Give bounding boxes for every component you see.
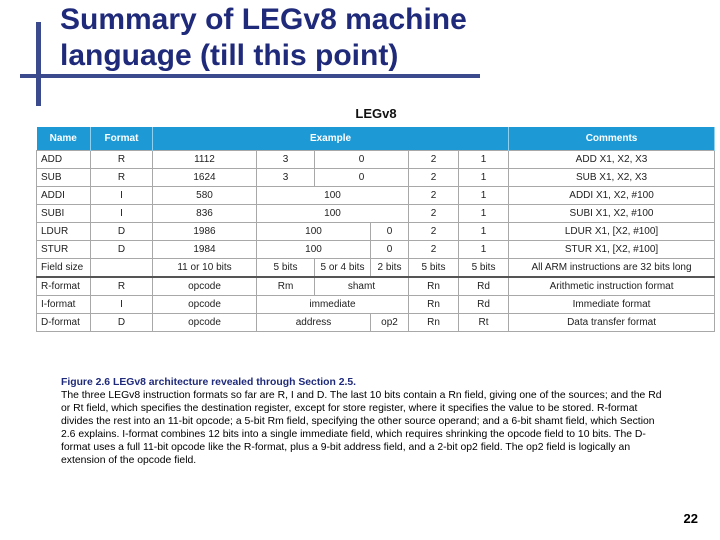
table-row xyxy=(37,296,715,314)
row-field-cell: 836 xyxy=(153,205,257,223)
row-field-cell: Rt xyxy=(459,314,509,332)
row-comment-cell: STUR X1, [X2, #100] xyxy=(509,241,715,259)
row-field-cell: 1 xyxy=(459,241,509,259)
row-name-cell: ADD xyxy=(37,151,91,169)
table-row xyxy=(37,187,715,205)
row-format-cell: D xyxy=(91,223,153,241)
row-comment-cell: ADDI X1, X2, #100 xyxy=(509,187,715,205)
title-accent-vertical-bar xyxy=(36,22,41,106)
row-field-cell: 100 xyxy=(257,205,409,223)
table-row xyxy=(37,277,715,296)
row-field-cell: opcode xyxy=(153,314,257,332)
row-field-cell: 1 xyxy=(459,223,509,241)
legv8-table xyxy=(36,127,715,332)
row-comment-cell: Data transfer format xyxy=(509,314,715,332)
row-field-cell: immediate xyxy=(257,296,409,314)
table-row xyxy=(37,151,715,169)
slide-title-line-2: language (till this point) xyxy=(60,39,399,72)
table-row xyxy=(37,223,715,241)
row-field-cell: opcode xyxy=(153,296,257,314)
row-field-cell: 0 xyxy=(315,169,409,187)
row-name-cell: R-format xyxy=(37,277,91,296)
row-field-cell: 0 xyxy=(315,151,409,169)
row-field-cell: 2 xyxy=(409,205,459,223)
row-field-cell: 5 bits xyxy=(257,259,315,278)
row-comment-cell: Arithmetic instruction format xyxy=(509,277,715,296)
row-field-cell: 580 xyxy=(153,187,257,205)
table-row xyxy=(37,314,715,332)
table-row xyxy=(37,169,715,187)
row-field-cell: op2 xyxy=(371,314,409,332)
row-comment-cell: SUBI X1, X2, #100 xyxy=(509,205,715,223)
row-field-cell: 11 or 10 bits xyxy=(153,259,257,278)
row-field-cell: 1 xyxy=(459,187,509,205)
header-name: Name xyxy=(37,127,91,151)
table-row xyxy=(37,205,715,223)
row-field-cell: shamt xyxy=(315,277,409,296)
table-row xyxy=(37,259,715,278)
slide-title-line-1: Summary of LEGv8 machine xyxy=(60,3,467,36)
table-body xyxy=(37,151,715,332)
row-format-cell: R xyxy=(91,277,153,296)
row-field-cell: 1986 xyxy=(153,223,257,241)
row-field-cell: Rn xyxy=(409,314,459,332)
row-format-cell xyxy=(91,259,153,278)
table-heading: LEGv8 xyxy=(355,106,397,121)
row-field-cell: Rm xyxy=(257,277,315,296)
row-field-cell: 5 bits xyxy=(459,259,509,278)
row-field-cell: 1 xyxy=(459,169,509,187)
row-field-cell: 2 xyxy=(409,223,459,241)
row-field-cell: Rd xyxy=(459,277,509,296)
row-comment-cell: SUB X1, X2, X3 xyxy=(509,169,715,187)
row-field-cell: 3 xyxy=(257,169,315,187)
figure-caption xyxy=(61,376,671,467)
row-field-cell: 1 xyxy=(459,205,509,223)
row-name-cell: ADDI xyxy=(37,187,91,205)
slide-title xyxy=(60,2,467,74)
row-field-cell: Rn xyxy=(409,277,459,296)
row-field-cell: 3 xyxy=(257,151,315,169)
row-field-cell: Rn xyxy=(409,296,459,314)
row-comment-cell: LDUR X1, [X2, #100] xyxy=(509,223,715,241)
row-format-cell: R xyxy=(91,151,153,169)
caption-figure-label: Figure 2.6 LEGv8 architecture revealed through Section 2.5. xyxy=(61,377,357,388)
row-name-cell: SUB xyxy=(37,169,91,187)
row-name-cell: SUBI xyxy=(37,205,91,223)
row-name-cell: D-format xyxy=(37,314,91,332)
table-row xyxy=(37,241,715,259)
header-example: Example xyxy=(153,127,509,151)
row-field-cell: 100 xyxy=(257,223,371,241)
row-comment-cell: Immediate format xyxy=(509,296,715,314)
table-header-row xyxy=(37,127,715,151)
row-field-cell: 2 bits xyxy=(371,259,409,278)
row-format-cell: I xyxy=(91,296,153,314)
row-name-cell: LDUR xyxy=(37,223,91,241)
row-field-cell: 1 xyxy=(459,151,509,169)
caption-text: The three LEGv8 instruction formats so far are R, I and D. The last 10 bits contain a Rn field, giving one of the sources; and the Rd or Rt field, which specifies the destination register, except for store register, where it specifies the value to be stored. R-format divides the rest into an 11-bit opcode; a 5-bit Rm field, specifying the other source operand; and a 6-bit shamt field, which Section 2.6 explains. I-format combines 12 bits into a single immediate field, which requires shrinking the opcode field to 10 bits. The D-format uses a full 11-bit opcode like the R-format, plus a 9-bit address field, and a 2-bit op2 field. The op2 field is logically an extension of the opcode field. xyxy=(61,390,662,466)
row-field-cell: address xyxy=(257,314,371,332)
row-field-cell: 0 xyxy=(371,223,409,241)
row-field-cell: 2 xyxy=(409,187,459,205)
row-field-cell: 2 xyxy=(409,151,459,169)
header-comments: Comments xyxy=(509,127,715,151)
page-number: 22 xyxy=(683,511,698,526)
row-field-cell: 1112 xyxy=(153,151,257,169)
row-format-cell: R xyxy=(91,169,153,187)
row-format-cell: I xyxy=(91,205,153,223)
row-comment-cell: All ARM instructions are 32 bits long xyxy=(509,259,715,278)
row-field-cell: 5 bits xyxy=(409,259,459,278)
row-field-cell: 0 xyxy=(371,241,409,259)
row-comment-cell: ADD X1, X2, X3 xyxy=(509,151,715,169)
row-name-cell: I-format xyxy=(37,296,91,314)
legv8-figure xyxy=(36,103,716,339)
row-name-cell: STUR xyxy=(37,241,91,259)
row-name-cell: Field size xyxy=(37,259,91,278)
title-accent-horizontal-bar xyxy=(20,74,480,78)
row-field-cell: opcode xyxy=(153,277,257,296)
row-field-cell: 1624 xyxy=(153,169,257,187)
row-field-cell: 100 xyxy=(257,241,371,259)
row-field-cell: 5 or 4 bits xyxy=(315,259,371,278)
row-field-cell: 2 xyxy=(409,169,459,187)
header-format: Format xyxy=(91,127,153,151)
row-field-cell: 100 xyxy=(257,187,409,205)
row-format-cell: I xyxy=(91,187,153,205)
row-field-cell: 1984 xyxy=(153,241,257,259)
row-format-cell: D xyxy=(91,241,153,259)
row-field-cell: 2 xyxy=(409,241,459,259)
row-field-cell: Rd xyxy=(459,296,509,314)
row-format-cell: D xyxy=(91,314,153,332)
